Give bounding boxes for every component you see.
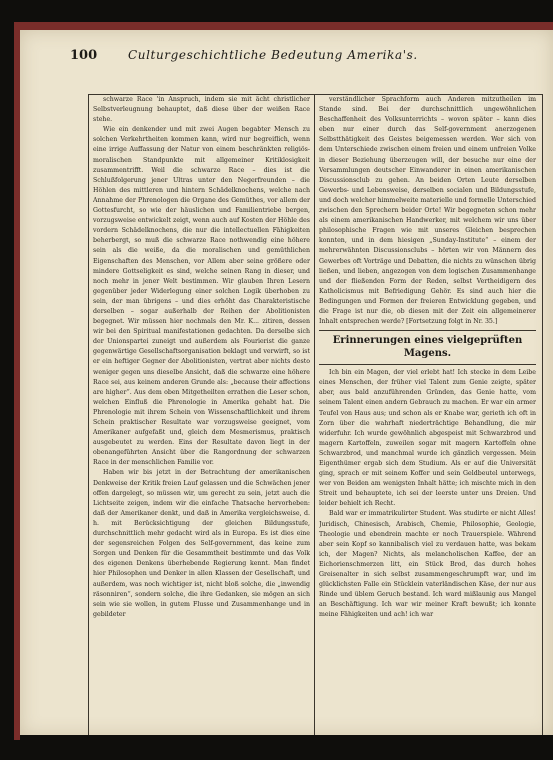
paragraph: Haben wir bis jetzt in der Betrachtung der amerikanischen Denkweise der Kritik freien Lauf gelassen und die Schwächen jener offen dargelegt, so müssen wir, um gerecht zu sein, jetzt auch die Lichtseite zeigen, indem wir die einfache Thatsache hervorheben: daß der Amerikaner denkt, und daß in Amerika vergleichsweise, d. h. mit Berücksichtigung der gleichen Bildungsstufe, durchschnittlich mehr gedacht wird als in Europa. Es ist dies eine der segensreichen Folgen des Self-government, das keine zum Sorgen und Denken für die Gesammtheit bestimmte und das Volk des eigenen Denkens überhebende Regierung kennt. Man findet hier Philosophen und Denker in allen Klassen der Gesellschaft, und außerdem, was noch wichtiger ist, nicht bloß solche, die „inwendig räsonniren“, sondern solche, die ihre Gedanken, sie mögen an sich sein wie sie wollen, in gutem Flusse und Zusammenhange und in gebildeter bbox=[93, 469, 310, 618]
paragraph: schwarze Race 'in Anspruch, indem sie mit ächt christlicher Selbstverleugnung behauptet, daß diese über der weißen Race stehe. bbox=[93, 96, 310, 124]
column-divider bbox=[314, 95, 315, 735]
left-column bbox=[93, 95, 310, 620]
section-rule-bottom bbox=[319, 364, 536, 365]
paragraph: Bald war er immatrikulirter Student. Was studirte er nicht Alles! Juridisch, Chinesisch, Arabisch, Chemie, Philosophie, Geologie, Theologie und ebendrein machte er noch Trauerspiele. Während aber sein Kopf so kannibalisch viel zu verdauen hatte, was bekam ich, der Magen? Nichts, als melancholischen Kaffee, der an Eichorienschmerzen litt, ein Stück Brod, das durch hohes Greisenalter in sich selbst zusammengeschrumpft war, und im glücklichsten Falle ein Stücklein vaterländischen Käse, der nur aus Rinde und üblem Geruch bestand. Ich ward mißlaunig aus Mangel an Beschäftigung. Ich war wir meiner Kraft bewußt; ich konnte meine Fähigkeiten und ach! ich war bbox=[319, 510, 536, 619]
paragraph: Ich bin ein Magen, der viel erlebt hat! Ich stecke in dem Leibe eines Menschen, der früher viel Talent zum Genie zeigte, später aber, aus bald anzuführenden Gründen, das Genie hatte, vom seinem Talent einen andern Gebrauch zu machen. Er war ein armer Teufel von Haus aus; und schon als er Knabe war, gerieth ich oft in Zorn über die wahrhaft niederträchtige Behandlung, die mir widerfuhr. Ich wurde gewöhnlich abgespeist mit Schwarzbrod und magern Kartoffeln, zuweilen sogar mit magern Kartoffeln ohne Schwarzbrod, und manchmal wurde ich gänzlich vergessen. Mein Eigenthümer ergab sich dem Studium. Als er auf die Universität ging, sprach er mit seinem Koffer und sein Geldbeutel unterwegs, wer von Beiden am wenigsten Inhalt hätte; ich mischte mich in den Streit und behauptete, ich sei der leerste unter uns Dreien. Und leider behielt ich Recht. bbox=[319, 369, 536, 508]
section-title: Erinnerungen eines vielgeprüften Magens. bbox=[332, 335, 523, 360]
page-bottom-shadow bbox=[20, 735, 553, 760]
paragraph: verständlicher Sprachform auch Anderen mitzutheilen im Stande sind. Bei der durchschnittlich ungewöhnlichen Beschaffenheit des Volksunterrichts – wovon später – kann dies eben nur einer durch das Self-government anerzogenen Selbstthätigkeit des Geistes beigemessen werden. Wer sich von dem Unterschiede zwischen einem freien und einem unfreien Volke in dieser Beziehung überzeugen will, der besuche nur eine der Versammlungen deutscher Einwanderer in einen amerikanischen Discussionsclub zu gehen. An beiden Orten Leute derselben Gewerbs- und Lebensweise, derselben socialen und Bildungsstufe, und doch welcher himmelweite materielle und formelle Unterschied zwischen den Sprechern beider Orte! Wir begegneten schon mehr als einem amerikanischen Handwerker, mit welchem wir uns über philosophische Fragen wie mit unseres Gleichen besprechen konnten, und in dem hiesigen „Sunday-Institute“ – einem der mehrerwähnten Discussionsclubs – hörten wir von Männern des Gewerbes oft Vorträge und Debatten, die nichts zu wünschen übrig ließen, und lieben, angezogen von dem logischen Zusammenhange und der fließenden Form der Reden, selbst Vertheidigern des Katholicismus mit Befriedigung Gehör. Es sind auch hier die Bedingungen und Formen der freieren Entwicklung gegeben, und die Frage ist nur die, ob diesen mit der Zeit ein allgemeinerer Inhalt entsprechen werde? [Fortsetzung folgt in Nr. 35.] bbox=[319, 96, 536, 326]
section-rule-top bbox=[319, 330, 536, 331]
paragraph: Wie ein denkender und mit zwei Augen begabter Mensch zu solchen Verkehrtheiten kommen kann, wird nur begreiflich, wenn eine irrige Auffassung der Natur von einem beschränkten religiös-moralischen Standpunkte mit allgemeiner Kritiklosigkeit zusammentrifft. Weil die schwarze Race – dies ist die Schlußfolgerung jener Ultras unter den Negerfreunden – die Höhlen des mittleren und hintern Schädelknochens, welche nach Annahme der Phrenologen die Organe des Gemüthes, vor allem der Gottesfurcht, so wie der häuslichen und Familientriebe bergen, vorzugsweise entwickelt zeigt, wenn auch auf Kosten der Höhle des vordern Schädelknochens, die nur die intellectuellen Fähigkeiten beherbergt, so muß die schwarze Race nothwendig eine höhere sein als die weiße, da die moralischen und gemüthlichen Eigenschaften des Menschen, vor Allem aber seine größere oder mindere Gottseligkeit es sind, welche seinen Rang in dieser, und noch mehr in jener Welt bestimmen. Wir glauben Ihren Lesern gegenüber jeder Widerlegung einer solchen Logik überhoben zu sein, der man übrigens – und dies erhöht das Charakteristische derselben – sogar außerhalb der Reihen der Abolitionisten begegnet. Wir müssen hier nochmals den Mr. K... zitiren, dessen wir bei den Spiritual manifestationen gedachten. Da derselbe sich der Unionspartei zuneigt und außerdem als Fourierist die ganze gegenwärtige Gesellschaftsorganisation beklagt und verwirft, so ist er ein heftiger Gegner der Abolitionisten, vertrat aber nichts desto weniger gegen uns dieselbe Ansicht, daß die schwarze eine höhere Race sei, aus keinem anderen Grunde als: „because their affections are higher“. Aus dem oben Mitgetheilten errathen die Leser schon, welchen Einfluß die Phrenologie in Amerika gehabt hat. Die Phrenologie mit ihrem Schein von Wissenschaftlichkeit und ihrem Schein praktischer Resultate war vorzugsweise geeignet, vom Amerikaner aufgefaßt und, gleich dem Mesmerismus, praktisch ausgebeutet zu werden. Eins der Resultate davon liegt in der obenangeführten Ansicht über die Rangordnung der schwarzen Race in der menschlichen Familie vor. bbox=[93, 126, 310, 467]
page-header bbox=[70, 46, 543, 66]
page-number: 100 bbox=[70, 48, 98, 63]
text-frame bbox=[88, 94, 543, 736]
running-title: Culturgeschichtliche Bedeutung Amerika's. bbox=[128, 48, 418, 62]
right-column bbox=[319, 95, 536, 621]
